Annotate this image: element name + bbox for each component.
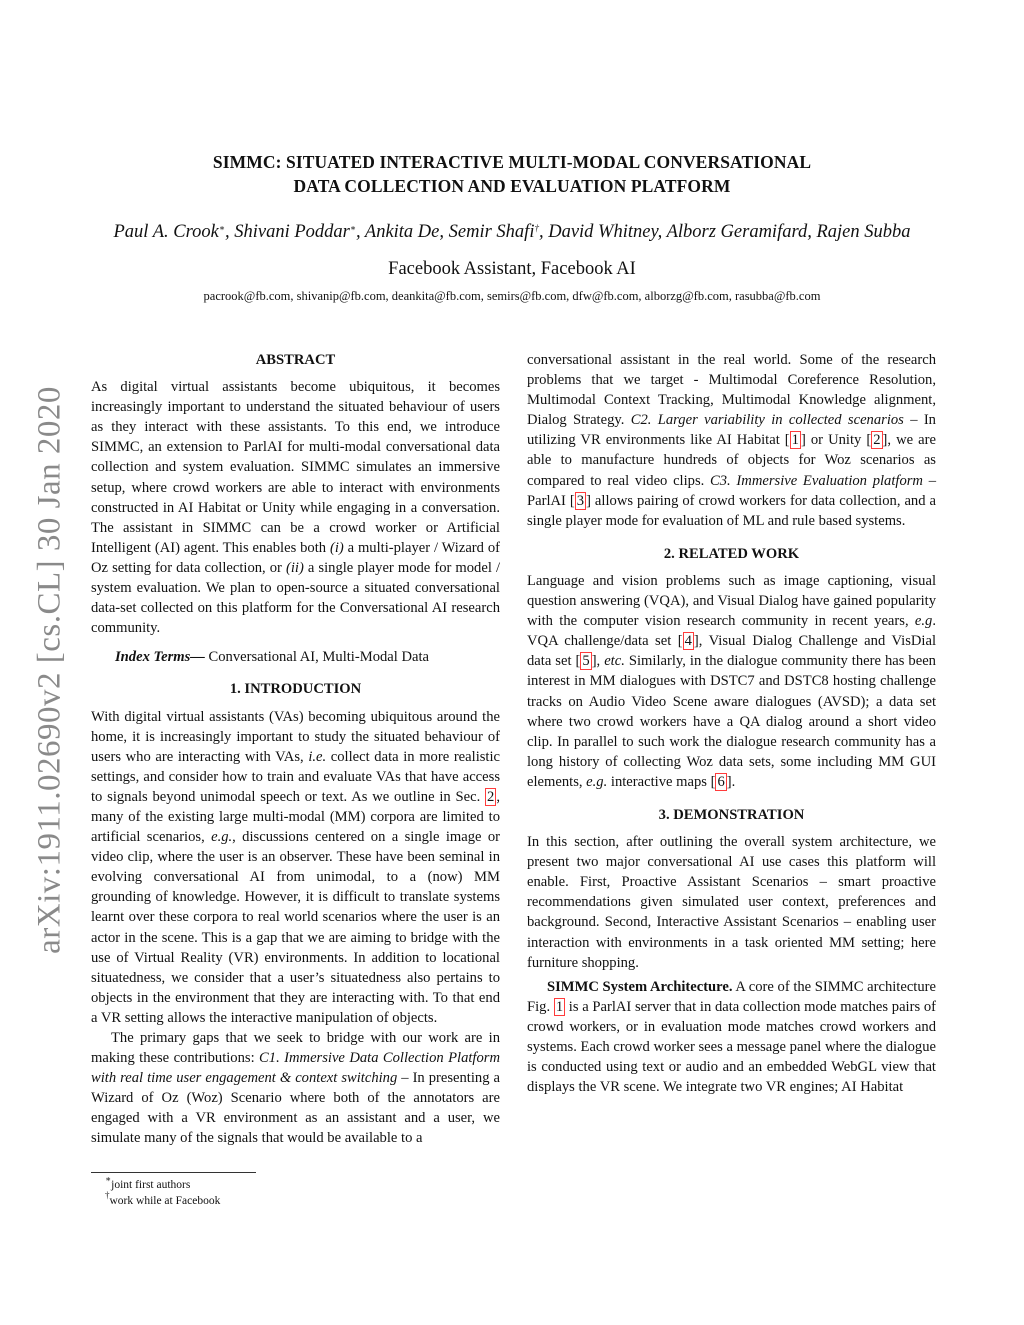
footnote-rule (91, 1172, 256, 1173)
author-name: Rajen Subba (816, 222, 911, 242)
author-mark: † (534, 223, 539, 233)
author-mark: ∗ (349, 223, 356, 233)
intro-paragraph-2-continued: conversational assistant in the real world. Some of the research problems that we target - Multimodal Coreference Resolution, Multimodal Context Tracking, Multimodal Knowledge alignment, Dialog Strategy. C2. Larger variability in collected scenarios – In utilizing VR environments like AI Habitat [ 1 ] or Unity [ 2 ], we are able to manufacture hundreds of objects for Woz scenarios as compared to real video clips. C3. Immersive Evaluation platform – ParlAI [ 3 ] allows pairing of crowd workers for data collection, and a single player mode for evaluation of ML and rule based systems. (527, 352, 937, 529)
introduction-heading: 1. INTRODUCTION (229, 681, 362, 698)
related-work-paragraph: Language and vision problems such as image captioning, visual question answering (VQA), and Visual Dialog have gained popularity with the computer vision research community in recent years, e.g. VQA challenge/data set [ 4 ], Visual Dialog Challenge and VisDial data set [ 5 ], etc. Similarly, in the dialogue community there has been interest in MM dialogues with DSTC7 and DSTC8 hosting challenge tracks on Audio Video Scene aware dialogues (AVSD); a data set where two crowd workers have a QA dialog around a short video clip. In parallel to such work the dialogue research community has a long history of collecting Woz data sets, some including MM GUI elements, e.g. interactive maps [ 6 ]. (527, 572, 936, 790)
arxiv-sidebar (30, 360, 70, 980)
footnote: ∗joint first authors (105, 1174, 191, 1191)
section-ref-link[interactable]: 2 (487, 788, 495, 805)
figure-ref-link[interactable]: 1 (555, 998, 564, 1015)
author-name: Alborz Geramifard (666, 222, 808, 242)
abstract-heading: ABSTRACT (255, 352, 336, 368)
citation-link[interactable]: 6 (717, 773, 725, 790)
arxiv-identifier: arXiv:1911.02690v2 [cs.CL] 30 Jan 2020 (31, 386, 68, 954)
demonstration-heading: 3. DEMONSTRATION (658, 806, 805, 823)
footnotes (105, 1174, 221, 1209)
author-name: Ankita De (364, 222, 440, 242)
abstract-text: As digital virtual assistants become ubiquitous, it becomes increasingly important to understand the situated behaviour of users as they interact with these assistants. To this end, we introduce SIMMC, an extension to ParlAI for multi-modal conversational data collection and system evaluation. SIMMC simulates an immersive setup, where crowd workers are able to interact with environments constructed in AI Habitat or Unity while engaging in a conversation. The assistant in SIMMC can be a crowd worker or Artificial Intelligent (AI) agent. This enables both (i) a multi-player / Wizard of Oz setting for data collection, or (ii) a single player mode for model / system evaluation. We plan to open-source a situated conversational data-set collected on this platform for the Conversational AI research community. (91, 379, 501, 637)
citation-link[interactable]: 1 (791, 432, 799, 449)
citation-link[interactable]: 2 (873, 432, 881, 449)
affiliation: Facebook Assistant, Facebook AI (388, 259, 636, 279)
intro-paragraph-2: The primary gaps that we seek to bridge with our work are in making these contributions: C1. Immersive Data Collection Platform with real time user engagement & context switching – In presenting a Wizard of Oz (Woz) Scenario where both of the annotators are engaged with a VR environment as an assistant and a user, we simulate many of the signals that would be available to a (91, 1030, 500, 1147)
left-column (91, 350, 500, 1149)
author-emails: pacrook@fb.com, shivanip@fb.com, deankita@fb.com, semirs@fb.com, dfw@fb.com, alborzg@fb.com, rasubba@fb.com (203, 289, 821, 303)
citation-link[interactable]: 3 (576, 492, 585, 509)
citation-link[interactable]: 4 (684, 633, 692, 650)
index-terms: Index Terms— Conversational AI, Multi-Modal Data (115, 649, 430, 666)
author-mark: ∗ (218, 223, 225, 233)
author-name: Shivani Poddar (234, 222, 350, 242)
right-column (527, 350, 936, 1097)
intro-paragraph-1: With digital virtual assistants (VAs) becoming ubiquitous around the home, it is increasingly important to study the situated behaviour of users who are interacting with VAs, i.e. collect data in more realistic settings, and consider how to train and evaluate VAs that have access to signals beyond unimodal speech or text. As we outline in Sec. 2 , many of the existing large multi-modal (MM) corpora are limited to artificial scenarios, e.g., discussions centered on a single image or video clip, where the user is an observer. These have been seminal in evolving conversational AI from unimodal, to a (now) MM grounding of knowledge. However, it is difficult to translate systems learnt over these corpora to real world scenarios where the user is an actor in the scene. This is a gap that we are aiming to bridge with the use of Virtual Reality (VR) environments. In addition to locational situatedness, we consider that a user’s situatedness also pertains to objects in the environment that they are interacting with. To that end a VR setting allows the interactive manipulation of objects. (91, 708, 501, 1026)
author-name: Paul A. Crook (113, 222, 219, 242)
author-name: David Whitney (548, 222, 658, 242)
footnote: †work while at Facebook (105, 1189, 221, 1207)
paper-title (120, 150, 904, 198)
author-name: Semir Shafi (448, 222, 535, 242)
citation-link[interactable]: 5 (582, 653, 590, 670)
title-line-1: SIMMC: SITUATED INTERACTIVE MULTI-MODAL CONVERSATIONAL (212, 152, 812, 172)
title-line-2: DATA COLLECTION AND EVALUATION PLATFORM (293, 176, 731, 196)
related-work-heading: 2. RELATED WORK (663, 545, 800, 562)
author-list: Paul A. Crook∗, Shivani Poddar∗, Ankita De, Semir Shafi†, David Whitney, Alborz Geramifard, Rajen Subba (113, 222, 911, 242)
demonstration-paragraph-1: In this section, after outlining the overall system architecture, we present two major conversational AI use cases this platform will enable. First, Proactive Assistant Scenarios – smart proactive recommendations given simulated user context, preferences and background. Second, Interactive Assistant Scenarios – enabling user interaction with environments in a task oriented MM setting; here furniture shopping. (527, 834, 936, 971)
architecture-paragraph: SIMMC System Architecture. A core of the SIMMC architecture Fig. 1 is a ParlAI server that in data collection mode matches pairs of crowd workers, or in evaluation mode matches crowd workers and systems. Each crowd worker sees a message panel where the dialogue is conducted using text or audio and an embedded WebGL view that displays the VR scene. We integrate two VR engines; AI Habitat (527, 978, 936, 1096)
